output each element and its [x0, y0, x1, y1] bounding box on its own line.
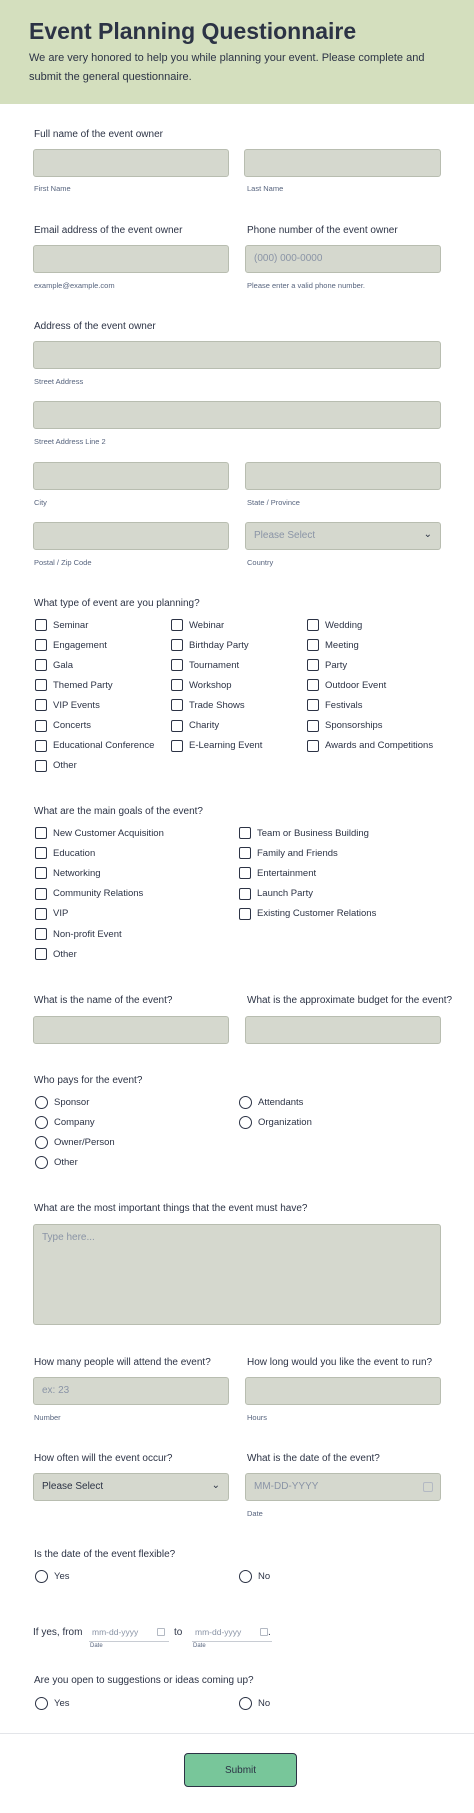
option-label: VIP Events	[53, 699, 100, 711]
checkbox-option[interactable]	[171, 638, 249, 652]
option-label: Charity	[189, 720, 220, 731]
checkbox[interactable]	[35, 659, 47, 671]
checkbox-option[interactable]	[307, 618, 362, 632]
attendees-label: How many people will attend the event?	[34, 1357, 211, 1368]
budget-input[interactable]	[245, 1016, 441, 1044]
option-label: Company	[54, 1116, 95, 1128]
option-label: Concerts	[53, 720, 92, 731]
checkbox[interactable]	[35, 639, 47, 651]
checkbox-option[interactable]	[35, 638, 107, 652]
option-label: Existing Customer Relations	[257, 908, 377, 920]
option-label: Engagement	[53, 639, 107, 651]
suggestions-no-option[interactable]	[239, 1696, 270, 1710]
attendees-placeholder: ex: 23	[42, 1385, 70, 1396]
radio-button[interactable]	[239, 1697, 252, 1710]
country-sublabel: Country	[247, 558, 274, 567]
phone-label: Phone number of the event owner	[247, 225, 398, 236]
checkbox[interactable]	[239, 847, 251, 859]
range-from-sublabel: Date	[90, 1643, 103, 1649]
checkbox[interactable]	[307, 659, 319, 671]
checkbox-option[interactable]	[171, 618, 224, 632]
checkbox[interactable]	[35, 928, 47, 940]
duration-label: How long would you like the event to run?	[247, 1357, 433, 1368]
option-label: Trade Shows	[189, 699, 245, 711]
range-from-underline	[89, 1641, 169, 1642]
email-input[interactable]	[33, 245, 229, 273]
range-to-input[interactable]: mm-dd-yyyy	[195, 1627, 242, 1637]
option-label: Owner/Person	[54, 1136, 115, 1148]
checkbox-option[interactable]	[35, 658, 73, 672]
checkbox[interactable]	[35, 827, 47, 839]
option-label: Awards and Competitions	[325, 740, 434, 752]
frequency-select[interactable]	[33, 1473, 229, 1501]
zip-input[interactable]	[33, 522, 229, 550]
checkbox[interactable]	[35, 619, 47, 631]
zip-sublabel: Postal / Zip Code	[34, 558, 92, 567]
flexible-label: Is the date of the event flexible?	[34, 1549, 176, 1560]
checkbox-option[interactable]	[239, 846, 338, 860]
checkbox-option[interactable]	[35, 947, 77, 961]
option-label: Family and Friends	[257, 847, 338, 859]
option-label: Other	[53, 948, 77, 960]
radio-option[interactable]	[35, 1115, 95, 1129]
option-label: No	[258, 1697, 271, 1709]
option-label: Sponsorships	[325, 720, 383, 731]
country-placeholder: Please Select	[254, 530, 316, 541]
checkbox-option[interactable]	[307, 678, 386, 692]
state-sublabel: State / Province	[247, 498, 300, 507]
radio-button[interactable]	[35, 1096, 48, 1109]
first-name-sublabel: First Name	[34, 184, 71, 193]
phone-placeholder: (000) 000-0000	[254, 253, 323, 264]
radio-button[interactable]	[239, 1570, 252, 1583]
event-type-label: What type of event are you planning?	[34, 598, 200, 609]
option-label: Educational Conference	[53, 740, 155, 752]
range-prefix: If yes, from	[33, 1627, 83, 1638]
submit-button[interactable]: Submit	[184, 1753, 297, 1787]
frequency-value: Please Select	[42, 1481, 104, 1492]
radio-button[interactable]	[35, 1697, 48, 1710]
option-label: Team or Business Building	[257, 827, 369, 839]
checkbox[interactable]	[35, 908, 47, 920]
footer-divider	[0, 1733, 474, 1734]
radio-button[interactable]	[35, 1136, 48, 1149]
range-suffix: .	[268, 1627, 271, 1638]
option-label: Themed Party	[53, 679, 113, 691]
option-label: Gala	[53, 659, 74, 671]
radio-button[interactable]	[35, 1156, 48, 1169]
form-header	[0, 0, 474, 104]
checkbox-option[interactable]	[35, 826, 164, 840]
checkbox[interactable]	[307, 619, 319, 631]
checkbox-option[interactable]	[35, 678, 113, 692]
street-address-input[interactable]	[33, 341, 441, 369]
option-label: New Customer Acquisition	[53, 827, 164, 839]
frequency-label: How often will the event occur?	[34, 1453, 173, 1464]
event-name-label: What is the name of the event?	[34, 995, 173, 1006]
option-label: Organization	[258, 1116, 312, 1128]
suggestions-label: Are you open to suggestions or ideas coming up?	[34, 1675, 254, 1686]
state-input[interactable]	[245, 462, 441, 490]
flexible-yes-option[interactable]	[35, 1569, 70, 1583]
last-name-input[interactable]	[244, 149, 441, 177]
checkbox[interactable]	[171, 639, 183, 651]
checkbox-option[interactable]	[239, 907, 376, 921]
checkbox[interactable]	[35, 679, 47, 691]
option-label: Wedding	[325, 619, 363, 631]
checkbox[interactable]	[239, 908, 251, 920]
checkbox[interactable]	[35, 760, 47, 772]
address-label: Address of the event owner	[34, 321, 156, 332]
payer-label: Who pays for the event?	[34, 1075, 143, 1086]
checkbox-option[interactable]	[171, 678, 232, 692]
checkbox-option[interactable]	[35, 719, 91, 733]
chevron-down-icon: ⌄	[211, 1480, 220, 1491]
checkbox[interactable]	[307, 699, 319, 711]
option-label: Yes	[54, 1570, 70, 1582]
checkbox-option[interactable]	[307, 719, 383, 733]
checkbox[interactable]	[171, 720, 183, 732]
flexible-no-option[interactable]	[239, 1569, 270, 1583]
option-label: Community Relations	[53, 888, 144, 900]
range-to-underline	[192, 1641, 272, 1642]
event-name-input[interactable]	[33, 1016, 229, 1044]
option-label: Launch Party	[257, 888, 313, 900]
checkbox[interactable]	[307, 720, 319, 732]
checkbox-option[interactable]	[307, 638, 359, 652]
checkbox-option[interactable]	[35, 866, 101, 880]
email-label: Email address of the event owner	[34, 225, 183, 236]
radio-option[interactable]	[239, 1115, 312, 1129]
option-label: Entertainment	[257, 867, 317, 879]
date-input[interactable]	[245, 1473, 441, 1501]
street-address-sublabel: Street Address	[34, 377, 84, 386]
range-to: to	[174, 1627, 183, 1638]
phone-sublabel: Please enter a valid phone number.	[247, 281, 365, 290]
checkbox[interactable]	[171, 679, 183, 691]
checkbox-option[interactable]	[171, 658, 239, 672]
checkbox[interactable]	[35, 888, 47, 900]
option-label: Yes	[54, 1697, 70, 1709]
option-label: VIP	[53, 908, 69, 920]
must-have-label: What are the most important things that the event must have?	[34, 1203, 308, 1214]
must-have-placeholder: Type here...	[42, 1232, 95, 1243]
checkbox-option[interactable]	[35, 739, 154, 753]
radio-button[interactable]	[239, 1116, 252, 1129]
checkbox-option[interactable]	[171, 698, 245, 712]
radio-option[interactable]	[239, 1095, 303, 1109]
checkbox-option[interactable]	[239, 866, 316, 880]
checkbox[interactable]	[35, 699, 47, 711]
radio-option[interactable]	[35, 1095, 89, 1109]
option-label: Education	[53, 847, 96, 859]
chevron-down-icon: ⌄	[423, 529, 432, 540]
checkbox-option[interactable]	[307, 698, 362, 712]
date-label: What is the date of the event?	[247, 1453, 380, 1464]
checkbox-option[interactable]	[171, 719, 219, 733]
checkbox-option[interactable]	[35, 846, 95, 860]
calendar-icon[interactable]	[260, 1628, 268, 1636]
option-label: Other	[54, 1157, 78, 1169]
checkbox-option[interactable]	[239, 826, 369, 840]
goals-label: What are the main goals of the event?	[34, 806, 203, 817]
radio-option[interactable]	[35, 1135, 115, 1149]
duration-sublabel: Hours	[247, 1413, 268, 1422]
option-label: Birthday Party	[189, 639, 249, 651]
checkbox-option[interactable]	[35, 927, 122, 941]
checkbox[interactable]	[171, 619, 183, 631]
checkbox-option[interactable]	[307, 739, 433, 753]
checkbox-option[interactable]	[307, 658, 347, 672]
option-label: Attendants	[258, 1096, 304, 1108]
date-sublabel: Date	[247, 1509, 263, 1518]
checkbox[interactable]	[35, 720, 47, 732]
must-have-textarea[interactable]	[33, 1224, 441, 1325]
suggestions-yes-option[interactable]	[35, 1696, 70, 1710]
checkbox-option[interactable]	[35, 907, 68, 921]
phone-input[interactable]	[245, 245, 441, 273]
form-title: Event Planning Questionnaire	[29, 18, 357, 44]
budget-label: What is the approximate budget for the event?	[247, 995, 453, 1006]
street-address-2-sublabel: Street Address Line 2	[34, 437, 106, 446]
checkbox[interactable]	[35, 740, 47, 752]
checkbox-option[interactable]	[35, 759, 77, 773]
checkbox[interactable]	[307, 639, 319, 651]
radio-button[interactable]	[239, 1096, 252, 1109]
duration-input[interactable]	[245, 1377, 441, 1405]
checkbox[interactable]	[35, 948, 47, 960]
street-address-2-input[interactable]	[33, 401, 441, 429]
checkbox[interactable]	[239, 888, 251, 900]
checkbox-option[interactable]	[35, 618, 88, 632]
date-placeholder: MM-DD-YYYY	[254, 1481, 319, 1492]
option-label: Sponsor	[54, 1096, 90, 1108]
checkbox-option[interactable]	[35, 887, 143, 901]
option-label: Seminar	[53, 619, 89, 631]
option-label: Non-profit Event	[53, 928, 122, 940]
email-sublabel: example@example.com	[34, 281, 115, 290]
radio-option[interactable]	[35, 1156, 78, 1170]
option-label: Tournament	[189, 659, 240, 671]
option-label: Webinar	[189, 619, 225, 631]
owner-name-label: Full name of the event owner	[34, 129, 163, 140]
checkbox-option[interactable]	[35, 698, 100, 712]
form-subtitle: We are very honored to help you while planning your event. Please complete and submit the general questionnaire.	[29, 52, 425, 83]
first-name-input[interactable]	[33, 149, 229, 177]
checkbox[interactable]	[35, 867, 47, 879]
attendees-input[interactable]	[33, 1377, 229, 1405]
checkbox[interactable]	[171, 659, 183, 671]
checkbox-option[interactable]	[171, 739, 262, 753]
checkbox[interactable]	[35, 847, 47, 859]
radio-button[interactable]	[35, 1116, 48, 1129]
city-input[interactable]	[33, 462, 229, 490]
last-name-sublabel: Last Name	[247, 184, 284, 193]
calendar-icon[interactable]	[423, 1482, 433, 1492]
city-sublabel: City	[34, 498, 47, 507]
option-label: Workshop	[189, 679, 232, 691]
radio-button[interactable]	[35, 1570, 48, 1583]
country-select[interactable]	[245, 522, 441, 550]
checkbox[interactable]	[171, 740, 183, 752]
checkbox[interactable]	[307, 740, 319, 752]
option-label: Festivals	[325, 699, 363, 711]
option-label: Other	[53, 760, 77, 772]
checkbox-option[interactable]	[239, 887, 313, 901]
option-label: No	[258, 1570, 271, 1582]
option-label: Outdoor Event	[325, 679, 387, 691]
checkbox[interactable]	[307, 679, 319, 691]
option-label: Party	[325, 659, 348, 671]
checkbox[interactable]	[239, 827, 251, 839]
attendees-sublabel: Number	[34, 1413, 61, 1422]
range-to-sublabel: Date	[193, 1643, 206, 1649]
checkbox[interactable]	[239, 867, 251, 879]
calendar-icon[interactable]	[157, 1628, 165, 1636]
option-label: Networking	[53, 867, 101, 879]
range-from-input[interactable]: mm-dd-yyyy	[92, 1627, 139, 1637]
checkbox[interactable]	[171, 699, 183, 711]
option-label: E-Learning Event	[189, 740, 263, 752]
option-label: Meeting	[325, 639, 359, 651]
